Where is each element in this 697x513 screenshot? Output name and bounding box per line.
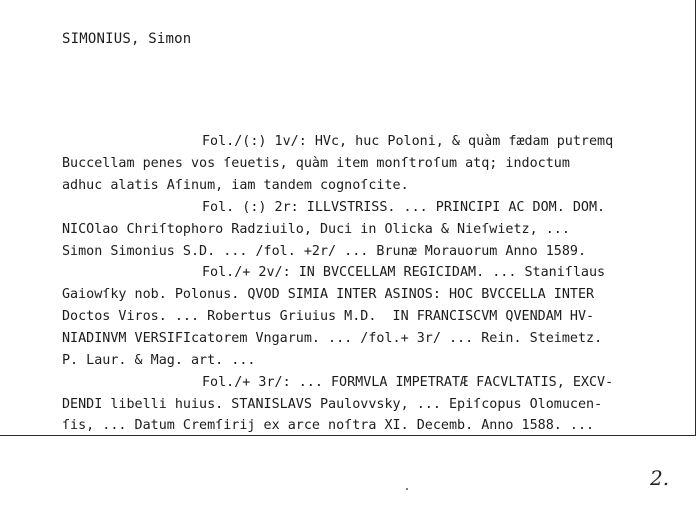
card-line-13: DENDI libelli huius. STANISLAVS Paulovvsky, ... Epiſcopus Olomucen-: [62, 397, 603, 412]
page-number: 2.: [650, 466, 670, 490]
card-line-12: Fol./+ 3r/: ... FORMVLA IMPETRATÆ FACVLTATIS, EXCV-: [202, 375, 614, 390]
card-line-5: NICOlao Chriſtophoro Radziuilo, Duci in Olicka & Nieſwietz, ...: [62, 222, 570, 237]
card-line-1: Fol./(:) 1v/: HVc, huc Poloni, & quàm fædam putremq: [202, 134, 614, 149]
scan-speck: [406, 488, 408, 490]
card-line-2: Buccellam penes vos ſeuetis, quàm item monſtroſum atq; indoctum: [62, 156, 570, 171]
card-line-4: Fol. (:) 2r: ILLVSTRISS. ... PRINCIPI AC DOM. DOM.: [202, 200, 606, 215]
card-line-14: ſis, ... Datum Cremſirij ex arce noſtra XI. Decemb. Anno 1588. ...: [62, 418, 595, 433]
card-line-11: P. Laur. & Mag. art. ...: [62, 353, 256, 368]
card-line-3: adhuc alatis Aſinum, iam tandem cognoſcite.: [62, 178, 409, 193]
card-line-7: Fol./+ 2v/: IN BVCCELLAM REGICIDAM. ... Staniſlaus: [202, 265, 606, 280]
card-heading: SIMONIUS, Simon: [62, 31, 192, 47]
card-line-6: Simon Simonius S.D. ... /fol. +2r/ ... Brunæ Morauorum Anno 1589.: [62, 244, 587, 259]
card-line-8: Gaiowſky nob. Polonus. QVOD SIMIA INTER ASINOS: HOC BVCCELLA INTER: [62, 287, 595, 302]
card-line-9: Doctos Viros. ... Robertus Griuius M.D. IN FRANCISCVM QVENDAM HV-: [62, 309, 595, 324]
card-line-10: NIADINVM VERSIFIcatorem Vngarum. ... /fol.+ 3r/ ... Rein. Steimetz.: [62, 331, 603, 346]
